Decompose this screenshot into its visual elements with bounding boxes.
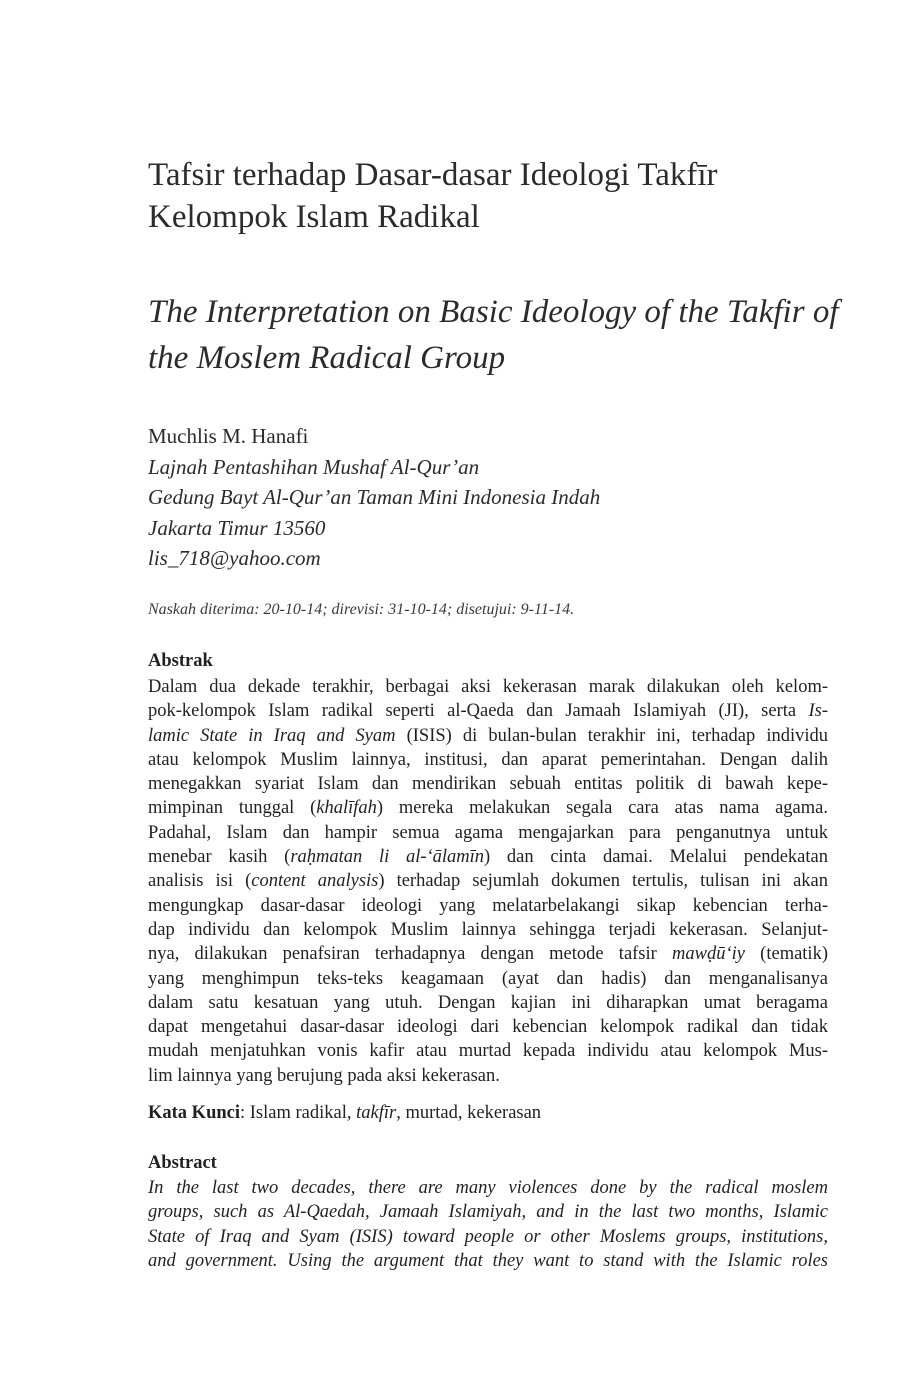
abstrak-line	[148, 845, 828, 869]
keywords	[148, 1101, 828, 1125]
abstrak-line	[148, 675, 828, 699]
keywords-text: , murtad, kekerasan	[396, 1103, 542, 1123]
abstrak-text: lim lainnya yang berujung pada aksi kekerasan.	[148, 1065, 500, 1086]
abstrak-line	[148, 699, 828, 723]
abstrak-italic-term: raḥmatan li al-‘ālamīn	[290, 847, 485, 868]
abstrak-text: ) dan cinta damai. Melalui pendekatan	[484, 847, 828, 868]
abstrak-text: ) terhadap sejumlah dokumen tertulis, tulisan ini akan	[378, 871, 828, 892]
abstrak-text: dap individu dan kelompok Muslim lainnya sehingga terjadi kekerasan. Selanjut-	[148, 919, 828, 940]
abstract-heading: Abstract	[148, 1153, 217, 1173]
abstrak-text: menebar kasih (	[148, 847, 291, 868]
author-block	[148, 421, 848, 574]
abstrak-italic-term: mawḍū‘iy	[672, 944, 745, 965]
keywords-label: Kata Kunci	[148, 1103, 240, 1123]
author-city: Jakarta Timur 13560	[148, 515, 326, 540]
abstract-body	[148, 1176, 828, 1273]
abstrak-line	[148, 821, 828, 845]
abstract-line: groups, such as Al-Qaedah, Jamaah Islamiyah, and in the last two months, Islamic	[148, 1202, 828, 1223]
abstrak-text: pok-kelompok Islam radikal seperti al-Qaeda dan Jamaah Islamiyah (JI), serta	[148, 701, 809, 722]
title-indonesian-line: Tafsir terhadap Dasar-dasar Ideologi Takfīr	[148, 157, 718, 193]
abstrak-text: Dalam dua dekade terakhir, berbagai aksi kekerasan marak dilakukan oleh kelom-	[148, 677, 828, 697]
abstrak-line	[148, 991, 828, 1015]
author-address: Gedung Bayt Al-Qur’an Taman Mini Indonesia Indah	[148, 485, 601, 509]
abstract-line: and government. Using the argument that they want to stand with the Islamic roles	[148, 1250, 828, 1271]
abstrak-line	[148, 1064, 828, 1088]
abstrak-line	[148, 967, 828, 991]
abstrak-heading: Abstrak	[148, 651, 213, 671]
abstrak-italic-term: content analysis	[251, 871, 379, 892]
abstrak-body	[148, 675, 828, 1088]
abstrak-line	[148, 894, 828, 918]
abstrak-text: (tematik)	[744, 944, 828, 965]
abstrak-text: yang menghimpun teks-teks keagamaan (ayat dan hadis) dan menganalisanya	[148, 968, 828, 989]
abstrak-text: ) mereka melakukan segala cara atas nama agama.	[376, 798, 828, 819]
abstrak-text: menegakkan syariat Islam dan mendirikan sebuah entitas politik di bawah kepe-	[148, 774, 828, 795]
abstrak-italic-term: Is-	[808, 701, 828, 722]
abstrak-line	[148, 772, 828, 796]
abstrak-line	[148, 869, 828, 893]
abstrak-line	[148, 918, 828, 942]
abstrak-line	[148, 796, 828, 820]
abstrak-line	[148, 748, 828, 772]
abstrak-italic-term: lamic State in Iraq and Syam	[148, 725, 396, 746]
title-english-line: the Moslem Radical Group	[148, 340, 506, 376]
abstrak-text: analisis isi (	[148, 871, 252, 892]
title-english	[148, 289, 848, 381]
abstrak-text: (ISIS) di bulan-bulan terakhir ini, terhadap individu	[395, 725, 828, 746]
author-email[interactable]: lis_718@yahoo.com	[148, 546, 321, 570]
abstrak-line	[148, 942, 828, 966]
title-indonesian-line: Kelompok Islam Radikal	[148, 199, 480, 235]
abstrak-text: nya, dilakukan penafsiran terhadapnya dengan metode tafsir	[148, 944, 673, 965]
author-affiliation: Lajnah Pentashihan Mushaf Al-Qur’an	[148, 454, 480, 479]
keyword-takfir: takfīr	[356, 1103, 397, 1123]
abstrak-text: atau kelompok Muslim lainnya, institusi, dan aparat pemerintahan. Dengan dalih	[148, 749, 828, 770]
received-dates: Naskah diterima: 20-10-14; direvisi: 31-10-14; disetujui: 9-11-14.	[148, 601, 575, 618]
abstrak-text: mimpinan tunggal (	[148, 798, 317, 819]
abstrak-italic-term: khalīfah	[316, 798, 377, 819]
abstrak-text: dalam satu kesatuan yang utuh. Dengan kajian ini diharapkan umat beragama	[148, 992, 828, 1013]
abstrak-line	[148, 1015, 828, 1039]
abstrak-text: mudah menjatuhkan vonis kafir atau murtad kepada individu atau kelompok Mus-	[148, 1041, 828, 1062]
abstract-line: State of Iraq and Syam (ISIS) toward people or other Moslems groups, institutions,	[148, 1226, 828, 1247]
abstract-line: In the last two decades, there are many violences done by the radical moslem	[148, 1178, 828, 1198]
title-indonesian	[148, 154, 848, 238]
title-english-line: The Interpretation on Basic Ideology of the Takfir of	[148, 294, 839, 330]
keywords-text: : Islam radikal,	[240, 1103, 357, 1123]
abstrak-text: mengungkap dasar-dasar ideologi yang melatarbelakangi sikap kebencian terha-	[148, 895, 828, 916]
abstrak-line	[148, 724, 828, 748]
abstrak-text: Padahal, Islam dan hampir semua agama mengajarkan para penganutnya untuk	[148, 822, 828, 843]
abstrak-line	[148, 1039, 828, 1063]
author-name: Muchlis M. Hanafi	[148, 424, 309, 448]
abstrak-text: dapat mengetahui dasar-dasar ideologi dari kebencian kelompok radikal dan tidak	[148, 1017, 828, 1038]
